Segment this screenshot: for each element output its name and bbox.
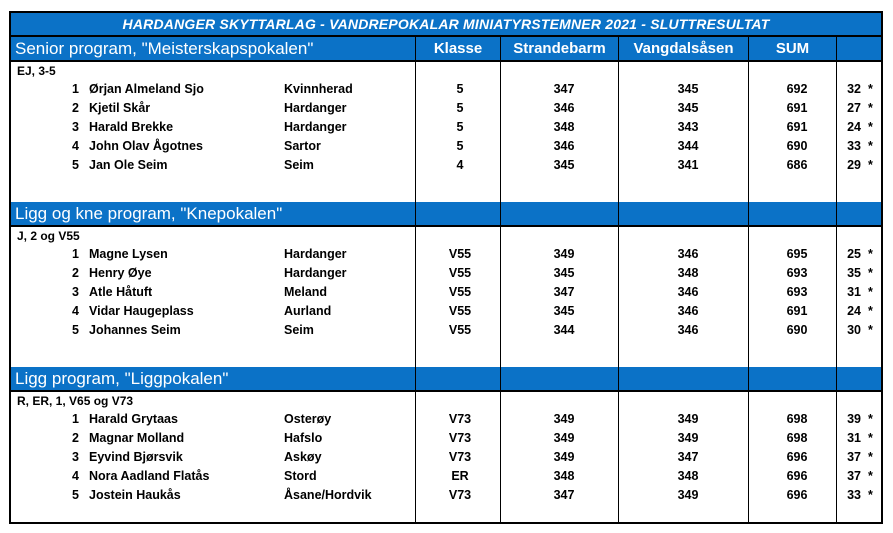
- club-name: Sartor: [284, 139, 321, 153]
- shooter-name: Atle Håtuft: [89, 285, 153, 299]
- vangdalsasen-score: 348: [677, 266, 699, 280]
- sections-container: [11, 37, 881, 524]
- vangdalsasen-score: 347: [677, 450, 699, 464]
- star-mark: *: [868, 412, 873, 426]
- table-row: [11, 321, 881, 340]
- klasse-cell: V55: [448, 247, 472, 261]
- inner-ten-count: 35: [847, 266, 861, 280]
- rank-cell: 1: [72, 412, 79, 426]
- klasse-cell: V73: [448, 412, 472, 426]
- inner-ten-count: 30: [847, 323, 861, 337]
- klasse-cell: 5: [456, 139, 464, 153]
- strandebarm-score: 345: [553, 158, 575, 172]
- header-cell: [836, 202, 883, 225]
- header-cell: [500, 367, 618, 390]
- sum-cell: 693: [786, 285, 808, 299]
- club-name: Hardanger: [284, 247, 347, 261]
- star-mark: *: [868, 120, 873, 134]
- star-mark: *: [868, 469, 873, 483]
- shooter-name: John Olav Ågotnes: [89, 139, 203, 153]
- club-name: Kvinnherad: [284, 82, 353, 96]
- inner-ten-count: 33: [847, 488, 861, 502]
- rank-cell: 2: [72, 101, 79, 115]
- inner-ten-count: 39: [847, 412, 861, 426]
- klasse-cell: V73: [448, 488, 472, 502]
- header-cell: [748, 367, 836, 390]
- rank-cell: 3: [72, 285, 79, 299]
- rank-cell: 1: [72, 247, 79, 261]
- rank-cell: 4: [72, 304, 79, 318]
- rank-cell: 2: [72, 266, 79, 280]
- shooter-name: Jan Ole Seim: [89, 158, 168, 172]
- strandebarm-score: 344: [553, 323, 575, 337]
- strandebarm-score: 349: [553, 450, 575, 464]
- vangdalsasen-score: 346: [677, 323, 699, 337]
- star-mark: *: [868, 158, 873, 172]
- strandebarm-score: 349: [553, 412, 575, 426]
- club-name: Hardanger: [284, 101, 347, 115]
- inner-ten-count: 37: [847, 450, 861, 464]
- shooter-name: Vidar Haugeplass: [89, 304, 194, 318]
- class-group-label: J, 2 og V55: [17, 229, 80, 243]
- shooter-name: Magne Lysen: [89, 247, 168, 261]
- strandebarm-score: 348: [553, 120, 575, 134]
- klasse-cell: V55: [448, 304, 472, 318]
- header-cell: [618, 202, 748, 225]
- klasse-cell: 4: [456, 158, 464, 172]
- club-name: Åsane/Hordvik: [284, 488, 372, 502]
- sum-cell: 698: [786, 412, 808, 426]
- club-name: Osterøy: [284, 412, 332, 426]
- inner-ten-count: 31: [847, 431, 861, 445]
- star-mark: *: [868, 304, 873, 318]
- inner-ten-count: 25: [847, 247, 861, 261]
- table-row: [11, 137, 881, 156]
- table-row: [11, 264, 881, 283]
- inner-ten-count: 24: [847, 120, 861, 134]
- star-mark: *: [868, 139, 873, 153]
- klasse-cell: V55: [448, 285, 472, 299]
- section-header: [11, 37, 881, 62]
- column-header-vangdalsasen: Vangdalsåsen: [618, 37, 748, 60]
- table-row: [11, 410, 881, 429]
- section-title: Ligg og kne program, "Knepokalen": [15, 204, 283, 223]
- star-mark: *: [868, 431, 873, 445]
- rank-cell: 5: [72, 323, 79, 337]
- rank-cell: 3: [72, 450, 79, 464]
- column-header-klasse: Klasse: [415, 37, 500, 60]
- vangdalsasen-score: 349: [677, 431, 699, 445]
- inner-ten-count: 37: [847, 469, 861, 483]
- klasse-cell: V55: [448, 323, 472, 337]
- vangdalsasen-score: 345: [677, 82, 699, 96]
- strandebarm-score: 349: [553, 247, 575, 261]
- club-name: Hardanger: [284, 120, 347, 134]
- club-name: Hafslo: [284, 431, 323, 445]
- table-row: [11, 156, 881, 175]
- vangdalsasen-score: 348: [677, 469, 699, 483]
- star-mark: *: [868, 488, 873, 502]
- section-header: [11, 202, 881, 227]
- club-name: Stord: [284, 469, 317, 483]
- sum-cell: 696: [786, 450, 808, 464]
- shooter-name: Eyvind Bjørsvik: [89, 450, 183, 464]
- section-header: [11, 367, 881, 392]
- inner-ten-count: 33: [847, 139, 861, 153]
- table-row: [11, 118, 881, 137]
- sum-cell: 693: [786, 266, 808, 280]
- sum-cell: 698: [786, 431, 808, 445]
- star-mark: *: [868, 101, 873, 115]
- star-mark: *: [868, 450, 873, 464]
- class-group-label: R, ER, 1, V65 og V73: [17, 394, 134, 408]
- inner-ten-count: 32: [847, 82, 861, 96]
- section-title: Ligg program, "Liggpokalen": [15, 369, 229, 388]
- inner-ten-count: 31: [847, 285, 861, 299]
- table-row: [11, 429, 881, 448]
- header-cell: [415, 367, 500, 390]
- klasse-cell: V73: [448, 431, 472, 445]
- header-cell: [618, 367, 748, 390]
- star-mark: *: [868, 323, 873, 337]
- header-cell: [748, 202, 836, 225]
- sum-cell: 695: [786, 247, 808, 261]
- club-name: Seim: [284, 323, 314, 337]
- section-body: [11, 227, 881, 367]
- rank-cell: 5: [72, 158, 79, 172]
- klasse-cell: 5: [456, 120, 464, 134]
- sum-cell: 696: [786, 488, 808, 502]
- shooter-name: Nora Aadland Flatås: [89, 469, 210, 483]
- sum-cell: 691: [786, 101, 808, 115]
- strandebarm-score: 347: [553, 285, 575, 299]
- table-row: [11, 245, 881, 264]
- strandebarm-score: 346: [553, 139, 575, 153]
- shooter-name: Ørjan Almeland Sjo: [89, 82, 204, 96]
- club-name: Askøy: [284, 450, 322, 464]
- sum-cell: 686: [786, 158, 808, 172]
- table-row: [11, 283, 881, 302]
- inner-ten-count: 29: [847, 158, 861, 172]
- table-row: [11, 448, 881, 467]
- header-cell: [500, 202, 618, 225]
- class-group-label: EJ, 3-5: [17, 64, 56, 78]
- klasse-cell: V73: [448, 450, 472, 464]
- sum-cell: 691: [786, 120, 808, 134]
- vangdalsasen-score: 344: [677, 139, 699, 153]
- strandebarm-score: 346: [553, 101, 575, 115]
- klasse-cell: V55: [448, 266, 472, 280]
- sum-cell: 696: [786, 469, 808, 483]
- table-row: [11, 99, 881, 118]
- vangdalsasen-score: 343: [677, 120, 699, 134]
- club-name: Aurland: [284, 304, 332, 318]
- shooter-name: Jostein Haukås: [89, 488, 181, 502]
- klasse-cell: 5: [456, 101, 464, 115]
- star-mark: *: [868, 266, 873, 280]
- inner-ten-count: 24: [847, 304, 861, 318]
- inner-ten-count: 27: [847, 101, 861, 115]
- header-cell: [836, 37, 883, 60]
- header-cell: [415, 202, 500, 225]
- vangdalsasen-score: 345: [677, 101, 699, 115]
- section-body: [11, 392, 881, 524]
- table-row: [11, 467, 881, 486]
- klasse-cell: ER: [451, 469, 469, 483]
- shooter-name: Magnar Molland: [89, 431, 185, 445]
- shooter-name: Kjetil Skår: [89, 101, 151, 115]
- document-title: HARDANGER SKYTTARLAG - VANDREPOKALAR MINIATYRSTEMNER 2021 - SLUTTRESULTAT: [11, 13, 881, 37]
- table-row: [11, 486, 881, 505]
- vangdalsasen-score: 346: [677, 247, 699, 261]
- shooter-name: Johannes Seim: [89, 323, 181, 337]
- vangdalsasen-score: 341: [677, 158, 699, 172]
- section-title: Senior program, "Meisterskapspokalen": [15, 39, 314, 58]
- rank-cell: 1: [72, 82, 79, 96]
- results-table: [9, 11, 883, 524]
- star-mark: *: [868, 247, 873, 261]
- shooter-name: Henry Øye: [89, 266, 152, 280]
- header-cell: [836, 367, 883, 390]
- star-mark: *: [868, 285, 873, 299]
- shooter-name: Harald Grytaas: [89, 412, 178, 426]
- section-body: [11, 62, 881, 202]
- vangdalsasen-score: 349: [677, 488, 699, 502]
- club-name: Hardanger: [284, 266, 347, 280]
- table-row: [11, 80, 881, 99]
- strandebarm-score: 349: [553, 431, 575, 445]
- strandebarm-score: 347: [553, 82, 575, 96]
- vangdalsasen-score: 346: [677, 304, 699, 318]
- vangdalsasen-score: 349: [677, 412, 699, 426]
- strandebarm-score: 347: [553, 488, 575, 502]
- strandebarm-score: 345: [553, 304, 575, 318]
- rank-cell: 2: [72, 431, 79, 445]
- sum-cell: 690: [786, 139, 808, 153]
- star-mark: *: [868, 82, 873, 96]
- club-name: Seim: [284, 158, 314, 172]
- table-row: [11, 302, 881, 321]
- sum-cell: 690: [786, 323, 808, 337]
- vangdalsasen-score: 346: [677, 285, 699, 299]
- column-header-sum: SUM: [748, 37, 836, 60]
- strandebarm-score: 348: [553, 469, 575, 483]
- klasse-cell: 5: [456, 82, 464, 96]
- strandebarm-score: 345: [553, 266, 575, 280]
- sum-cell: 691: [786, 304, 808, 318]
- rank-cell: 4: [72, 139, 79, 153]
- sum-cell: 692: [786, 82, 808, 96]
- column-header-strandebarm: Strandebarm: [500, 37, 618, 60]
- rank-cell: 4: [72, 469, 79, 483]
- shooter-name: Harald Brekke: [89, 120, 174, 134]
- rank-cell: 3: [72, 120, 79, 134]
- club-name: Meland: [284, 285, 328, 299]
- rank-cell: 5: [72, 488, 79, 502]
